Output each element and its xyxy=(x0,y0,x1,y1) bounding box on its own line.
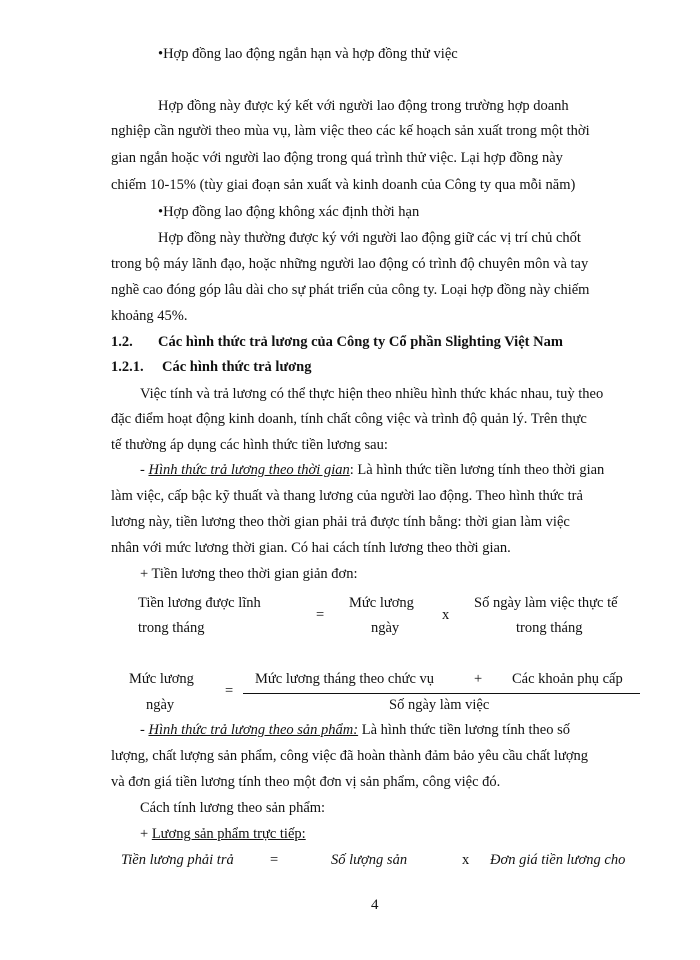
formula-multiply: x xyxy=(462,852,470,868)
formula-denominator: Số ngày làm việc xyxy=(389,697,490,713)
paragraph-line: chiếm 10-15% (tùy giai đoạn sản xuất và kinh doanh của Công ty qua mỗi năm) xyxy=(111,177,576,193)
paragraph-line: nghề cao đóng góp lâu dài cho sự phát triển của công ty. Loại hợp đồng này chiếm xyxy=(111,282,590,298)
paragraph-line: và đơn giá tiền lương tính theo một đơn vị sản phẩm, công việc đó. xyxy=(111,774,501,790)
formula-term: Mức lương xyxy=(349,595,414,611)
paragraph-line: tế thường áp dụng các hình thức tiền lương sau: xyxy=(111,437,388,453)
section-number: 1.2. xyxy=(111,334,133,350)
product-pay-method: Cách tính lương theo sản phẩm: xyxy=(140,800,326,816)
subsection-number: 1.2.1. xyxy=(111,359,144,375)
paragraph-line: Việc tính và trả lương có thể thực hiện theo nhiều hình thức khác nhau, tuỳ theo xyxy=(140,386,604,402)
formula-lhs: Tiền lương phải trả xyxy=(121,852,234,868)
time-pay-term: Hình thức trả lương theo thời gian xyxy=(148,462,350,478)
formula-lhs: Mức lương xyxy=(129,671,194,687)
section-heading: Các hình thức trả lương của Công ty Cổ phần Slighting Việt Nam xyxy=(158,334,563,350)
formula-equals: = xyxy=(270,852,279,868)
formula-equals: = xyxy=(316,607,325,623)
formula-plus: + xyxy=(474,671,483,687)
fraction-bar xyxy=(243,693,640,694)
product-pay-line xyxy=(140,722,570,739)
paragraph-line: Hợp đồng này thường được ký với người lao động giữ các vị trí chủ chốt xyxy=(158,230,581,246)
paragraph-line: trong bộ máy lãnh đạo, hoặc những người lao động có trình độ chuyên môn và tay xyxy=(111,256,589,272)
time-pay-line xyxy=(140,462,604,479)
time-pay-definition: : Là hình thức tiền lương tính theo thời gian xyxy=(349,462,605,478)
direct-product-pay-term: Lương sản phẩm trực tiếp: xyxy=(151,826,306,842)
simple-time-pay-label: + Tiền lương theo thời gian giản đơn: xyxy=(140,566,358,582)
formula-term: Đơn giá tiền lương cho xyxy=(490,852,626,868)
formula-multiply: x xyxy=(442,607,450,623)
bullet-indefinite-contract: •Hợp đồng lao động không xác định thời hạn xyxy=(158,204,420,220)
formula-lhs: trong tháng xyxy=(138,620,205,636)
plus-marker: + xyxy=(140,826,152,842)
formula-numerator: Các khoản phụ cấp xyxy=(512,671,623,687)
paragraph-line: làm việc, cấp bậc kỹ thuất và thang lương của người lao động. Theo hình thức trả xyxy=(111,488,583,504)
paragraph-line: khoảng 45%. xyxy=(111,308,188,324)
formula-term: Số lượng sản xyxy=(331,852,408,868)
subsection-heading: Các hình thức trả lương xyxy=(162,359,312,375)
dash: - xyxy=(140,462,149,478)
paragraph-line: đặc điểm hoạt động kinh doanh, tính chất công việc và trình độ quản lý. Trên thực xyxy=(111,411,587,427)
paragraph-line: lương này, tiền lương theo thời gian phải trả được tính bằng: thời gian làm việc xyxy=(111,514,570,530)
formula-term: trong tháng xyxy=(516,620,583,636)
direct-product-pay-label xyxy=(140,826,306,843)
paragraph-line: nghiệp cần người theo mùa vụ, làm việc theo các kế hoạch sản xuất trong một thời xyxy=(111,123,590,139)
product-pay-definition: Là hình thức tiền lương tính theo số xyxy=(358,722,570,738)
paragraph-line: Hợp đồng này được ký kết với người lao động trong trường hợp doanh xyxy=(158,98,569,114)
paragraph-line: nhân với mức lương thời gian. Có hai cách tính lương theo thời gian. xyxy=(111,540,511,556)
formula-lhs: ngày xyxy=(146,697,175,713)
paragraph-line: gian ngắn hoặc với người lao động trong quá trình thử việc. Lại hợp đồng này xyxy=(111,150,563,166)
formula-equals: = xyxy=(225,683,234,699)
formula-numerator: Mức lương tháng theo chức vụ xyxy=(255,671,435,687)
formula-term: Số ngày làm việc thực tế xyxy=(474,595,618,611)
bullet-fixed-term-contract: •Hợp đồng lao động ngắn hạn và hợp đồng thử việc xyxy=(158,46,458,62)
formula-lhs: Tiền lương được lĩnh xyxy=(138,595,261,611)
formula-term: ngày xyxy=(371,620,400,636)
product-pay-term: Hình thức trả lương theo sản phẩm: xyxy=(148,722,359,738)
dash: - xyxy=(140,722,149,738)
paragraph-line: lượng, chất lượng sản phẩm, công việc đã hoàn thành đảm bảo yêu cầu chất lượng xyxy=(111,748,589,764)
page-number: 4 xyxy=(371,897,379,913)
